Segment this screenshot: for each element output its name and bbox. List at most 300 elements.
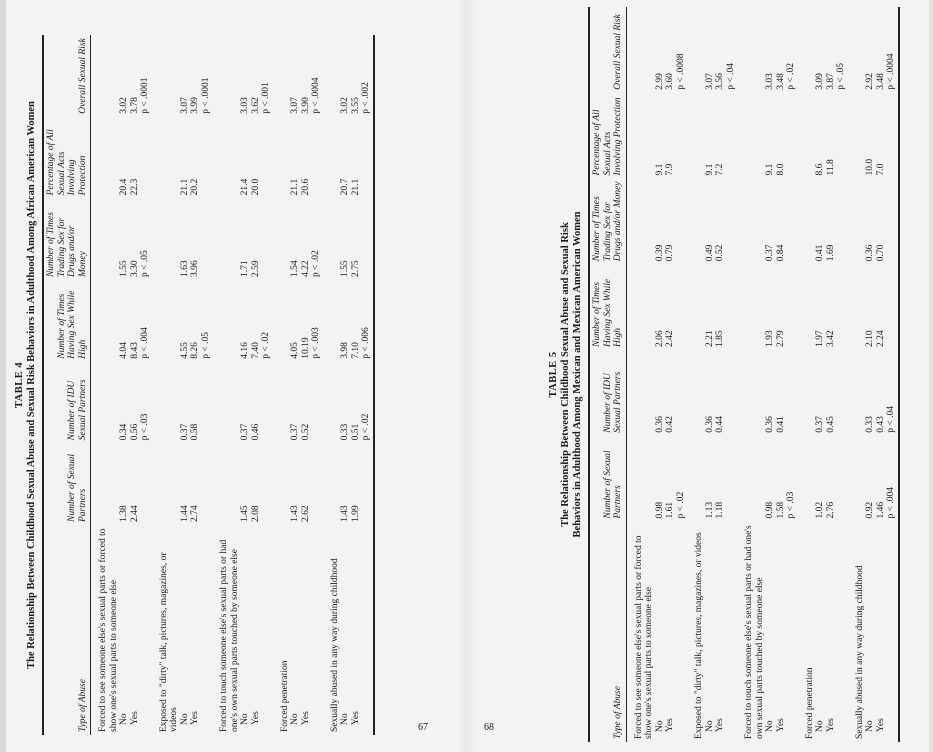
value-cell: 7.10: [350, 342, 361, 359]
table-5: [588, 7, 900, 742]
value-cell: 1.43: [340, 505, 350, 522]
abuse-category-title: Sexually abused in any way during childhood: [854, 565, 865, 739]
empty-cell: [626, 93, 655, 179]
empty-cell: [848, 93, 866, 179]
p-value-cell: [201, 198, 213, 280]
value-cell: 2.75: [350, 260, 361, 278]
table-row: [705, 7, 716, 742]
table-5-body: [626, 7, 899, 742]
empty-cell: [786, 522, 798, 743]
value-cell: 3.48: [775, 73, 786, 90]
value-cell: 1.63: [179, 260, 190, 278]
value-cell: 7.40: [250, 342, 261, 359]
value-cell: 1.97: [815, 330, 825, 347]
empty-cell: [152, 35, 180, 117]
p-value-cell: [786, 264, 798, 350]
row-label: No: [865, 720, 875, 732]
empty-cell: [626, 350, 655, 436]
p-value-row: [786, 7, 798, 742]
value-cell: 1.61: [665, 501, 675, 519]
p-value-cell: p < .006: [361, 327, 371, 359]
row-label: No: [240, 713, 250, 725]
p-value-cell: [361, 117, 374, 199]
value-cell: 20.4: [119, 178, 129, 196]
empty-cell: [687, 350, 705, 436]
value-cell: 3.62: [250, 97, 261, 114]
table-row: [776, 7, 787, 742]
table-row: [351, 35, 362, 735]
p-value-row: [361, 35, 374, 735]
value-cell: 0.58: [190, 423, 200, 441]
empty-cell: [91, 443, 120, 525]
empty-cell: [152, 117, 180, 199]
empty-cell: [737, 350, 765, 436]
p-value-cell: [836, 436, 848, 522]
table-5-header: [589, 7, 626, 742]
abuse-category-row: [91, 35, 120, 735]
p-value-cell: p < .04: [725, 63, 736, 90]
empty-cell: [212, 280, 240, 362]
value-cell: 0.37: [179, 423, 190, 441]
value-cell: 3.48: [875, 73, 886, 90]
abuse-category-row: [687, 7, 705, 742]
empty-cell: [273, 443, 291, 525]
p-value-row: [261, 35, 273, 735]
p-value-cell: p < .004: [140, 327, 150, 359]
value-cell: 0.39: [654, 244, 665, 262]
value-cell: 0.37: [240, 423, 250, 441]
value-cell: 0.98: [654, 501, 665, 519]
table-row: [240, 35, 251, 735]
p-value-cell: p < .02: [786, 63, 796, 90]
p-value-cell: [726, 264, 738, 350]
p-value-cell: p < .02: [311, 250, 321, 278]
value-cell: 9.1: [765, 163, 775, 176]
p-value-cell: [676, 179, 688, 265]
value-cell: 20.6: [300, 178, 311, 196]
empty-cell: [273, 198, 291, 280]
empty-cell: [323, 443, 341, 525]
value-cell: 8.0: [775, 163, 786, 176]
value-cell: 11.8: [825, 159, 836, 176]
value-cell: 3.96: [190, 260, 200, 278]
empty-cell: [212, 443, 240, 525]
value-cell: 3.56: [715, 73, 725, 90]
table-5-title-line-2: Behaviors in Adulthood Among Mexican and Mexican American Women: [572, 211, 583, 538]
value-cell: 9.1: [704, 163, 715, 176]
table-row: [876, 7, 887, 742]
empty-cell: [212, 362, 240, 444]
empty-cell: [212, 198, 240, 280]
value-cell: 1.46: [875, 501, 886, 519]
table-row: [340, 35, 351, 735]
value-cell: 0.36: [765, 416, 775, 433]
row-label: No: [704, 720, 715, 732]
empty-cell: [212, 117, 240, 199]
empty-cell: [687, 7, 705, 93]
empty-cell: [626, 7, 655, 93]
empty-cell: [836, 522, 848, 743]
col-header-type-of-abuse: Type of Abuse: [77, 679, 88, 732]
value-cell: 3.07: [290, 97, 300, 114]
empty-cell: [361, 525, 374, 735]
p-value-cell: p < .0008: [675, 53, 686, 90]
abuse-category-title: Sexually abused in any way during childhood: [329, 558, 340, 732]
value-cell: 1.55: [340, 260, 350, 278]
row-label: No: [119, 713, 129, 725]
value-cell: 0.70: [875, 244, 886, 262]
empty-cell: [626, 179, 655, 265]
col-header-sex-while-high: Number of Times Having Sex While High: [592, 278, 623, 347]
p-value-cell: p < .0004: [311, 77, 321, 114]
value-cell: 0.45: [825, 416, 836, 433]
value-cell: 0.46: [250, 423, 261, 441]
empty-cell: [323, 35, 341, 117]
abuse-category-title: Forced to touch someone else's sexual parts or had one's own sexual parts touched by someone else: [219, 539, 240, 732]
empty-cell: [626, 264, 655, 350]
table-5-block: [498, 7, 933, 742]
empty-cell: [273, 35, 291, 117]
col-header-type-of-abuse: Type of Abuse: [613, 686, 623, 739]
value-cell: 21.4: [240, 178, 250, 196]
row-label: Yes: [715, 718, 725, 732]
empty-cell: [152, 362, 180, 444]
p-value-cell: [726, 93, 738, 179]
p-value-row: [201, 35, 213, 735]
empty-cell: [323, 280, 341, 362]
value-cell: 2.24: [875, 330, 886, 347]
value-cell: 22.3: [129, 178, 140, 196]
abuse-category-row: [323, 35, 341, 735]
value-cell: 3.07: [704, 73, 715, 90]
p-value-cell: [140, 117, 152, 199]
table-row: [180, 35, 191, 735]
value-cell: 0.42: [665, 416, 675, 433]
table-4-header: [43, 35, 91, 735]
empty-cell: [687, 93, 705, 179]
col-header-protection-pct: Percentage of All Sexual Acts Involving Protection: [46, 129, 88, 196]
p-value-cell: p < .004: [886, 487, 896, 519]
table-row: [715, 7, 726, 742]
empty-cell: [737, 93, 765, 179]
p-value-cell: [311, 362, 323, 444]
p-value-cell: [836, 179, 848, 265]
row-label: Yes: [775, 718, 786, 732]
p-value-cell: [311, 117, 323, 199]
value-cell: 1.58: [775, 501, 786, 519]
empty-cell: [273, 280, 291, 362]
value-cell: 3.09: [815, 73, 825, 90]
value-cell: 1.55: [119, 260, 129, 278]
abuse-category-title: Exposed to "dirty" talk, pictures, magazines, or videos: [158, 552, 179, 732]
empty-cell: [737, 179, 765, 265]
value-cell: 2.10: [865, 330, 875, 347]
table-4-caption: [14, 35, 38, 735]
value-cell: 3.03: [240, 97, 250, 114]
row-label: Yes: [825, 718, 836, 732]
value-cell: 3.02: [119, 97, 129, 114]
row-label: Yes: [350, 711, 361, 725]
table-row: [665, 7, 676, 742]
value-cell: 0.56: [129, 423, 140, 441]
p-value-cell: [676, 264, 688, 350]
empty-cell: [798, 7, 816, 93]
table-row: [290, 35, 301, 735]
p-value-cell: [886, 93, 899, 179]
table-4-body: [91, 35, 374, 735]
value-cell: 0.98: [765, 501, 775, 519]
p-value-cell: p < .003: [311, 327, 321, 359]
table-4: [42, 35, 375, 735]
value-cell: 2.99: [654, 73, 665, 90]
p-value-cell: [261, 443, 273, 525]
abuse-category-title: Forced penetration: [804, 667, 815, 739]
abuse-category-title: Forced to see someone else's sexual parts or forced to show one's sexual parts to someone else: [633, 535, 654, 739]
empty-cell: [323, 117, 341, 199]
value-cell: 3.03: [765, 73, 775, 90]
p-value-cell: p < .0001: [140, 77, 150, 114]
empty-cell: [737, 264, 765, 350]
table-row: [765, 7, 776, 742]
value-cell: 0.41: [775, 416, 786, 433]
value-cell: 3.55: [350, 97, 361, 114]
empty-cell: [848, 179, 866, 265]
value-cell: 2.76: [825, 501, 836, 519]
value-cell: 4.55: [179, 342, 190, 359]
p-value-cell: [361, 198, 374, 280]
value-cell: 0.36: [865, 244, 875, 262]
col-header-sex-while-high: Number of Times Having Sex While High: [56, 290, 88, 359]
empty-cell: [848, 264, 866, 350]
empty-cell: [737, 436, 765, 522]
empty-cell: [152, 198, 180, 280]
empty-cell: [687, 264, 705, 350]
value-cell: 4.22: [300, 260, 311, 278]
table-row: [301, 35, 312, 735]
value-cell: 1.02: [815, 501, 825, 519]
p-value-cell: [726, 350, 738, 436]
empty-cell: [91, 35, 120, 117]
row-label: No: [815, 720, 825, 732]
value-cell: 4.05: [290, 342, 300, 359]
empty-cell: [323, 198, 341, 280]
p-value-cell: [786, 350, 798, 436]
value-cell: 2.44: [129, 505, 140, 522]
value-cell: 1.99: [350, 505, 361, 522]
value-cell: 1.85: [715, 330, 725, 347]
row-label: No: [340, 713, 350, 725]
table-row: [119, 35, 130, 735]
value-cell: 8.6: [815, 163, 825, 176]
table-4-block: [14, 35, 454, 735]
table-4-label: TABLE 4: [14, 361, 25, 409]
value-cell: 20.0: [250, 178, 261, 196]
value-cell: 1.13: [704, 501, 715, 519]
p-value-cell: p < .001: [261, 82, 271, 114]
value-cell: 3.99: [190, 97, 200, 114]
empty-cell: [91, 362, 120, 444]
row-label: Yes: [250, 711, 261, 725]
value-cell: 3.07: [179, 97, 190, 114]
value-cell: 1.54: [290, 260, 300, 278]
p-value-cell: [311, 443, 323, 525]
empty-cell: [798, 93, 816, 179]
empty-cell: [273, 362, 291, 444]
value-cell: 0.37: [765, 244, 775, 262]
p-value-cell: p < .0001: [200, 77, 211, 114]
abuse-category-row: [273, 35, 291, 735]
empty-cell: [201, 525, 213, 735]
value-cell: 0.52: [300, 423, 311, 441]
empty-cell: [261, 525, 273, 735]
p-value-cell: [836, 93, 848, 179]
table-row: [251, 35, 262, 735]
p-value-cell: p < .05: [200, 331, 211, 359]
value-cell: 20.2: [190, 178, 200, 196]
value-cell: 0.44: [715, 416, 725, 433]
table-row: [130, 35, 141, 735]
p-value-cell: [676, 93, 688, 179]
p-value-cell: p < .03: [786, 491, 796, 519]
col-header-protection-pct: Percentage of All Sexual Acts Involving Protection: [592, 97, 623, 176]
value-cell: 21.1: [290, 178, 300, 196]
p-value-cell: p < .05: [836, 63, 846, 90]
empty-cell: [687, 179, 705, 265]
value-cell: 21.1: [179, 178, 190, 196]
col-header-sexual-partners: Number of Sexual Partners: [67, 453, 88, 522]
value-cell: 1.38: [119, 505, 129, 522]
p-value-cell: [886, 264, 899, 350]
value-cell: 8.43: [129, 342, 140, 359]
value-cell: 7.9: [665, 163, 675, 176]
value-cell: 8.26: [190, 342, 200, 359]
p-value-cell: p < .002: [361, 82, 371, 114]
value-cell: 10.19: [300, 337, 311, 359]
empty-cell: [152, 443, 180, 525]
value-cell: 0.34: [119, 423, 129, 441]
value-cell: 0.36: [654, 416, 665, 433]
empty-cell: [798, 350, 816, 436]
abuse-category-row: [848, 7, 866, 742]
p-value-row: [886, 7, 899, 742]
row-label: Yes: [190, 711, 200, 725]
value-cell: 0.49: [704, 244, 715, 262]
value-cell: 3.42: [825, 330, 836, 347]
value-cell: 1.45: [240, 505, 250, 522]
abuse-category-title: Forced to touch someone else's sexual parts or had one's own sexual parts touched by someone else: [744, 525, 765, 739]
col-header-overall-risk: Overall Sexual Risk: [77, 38, 88, 114]
value-cell: 3.02: [340, 97, 350, 114]
table-4-title: The Relationship Between Childhood Sexual Abuse and Sexual Risk Behaviors in Adulthood Among African American Women: [26, 101, 37, 669]
value-cell: 4.16: [240, 342, 250, 359]
p-value-cell: p < .04: [886, 406, 896, 433]
value-cell: 2.06: [654, 330, 665, 347]
value-cell: 1.44: [179, 505, 190, 522]
p-value-row: [726, 7, 738, 742]
p-value-cell: [261, 362, 273, 444]
abuse-category-title: Forced penetration: [279, 660, 290, 732]
p-value-cell: [261, 198, 273, 280]
p-value-row: [140, 35, 152, 735]
p-value-cell: [261, 117, 273, 199]
value-cell: 0.33: [865, 416, 875, 433]
empty-cell: [737, 7, 765, 93]
table-row: [815, 7, 826, 742]
p-value-row: [311, 35, 323, 735]
value-cell: 0.36: [704, 416, 715, 433]
p-value-cell: [201, 362, 213, 444]
p-value-cell: [140, 443, 152, 525]
col-header-sexual-partners: Number of Sexual Partners: [602, 450, 623, 519]
p-value-cell: [836, 264, 848, 350]
value-cell: 2.21: [704, 330, 715, 347]
empty-cell: [886, 522, 899, 743]
abuse-category-row: [152, 35, 180, 735]
p-value-cell: [676, 350, 688, 436]
page-number-left: 67: [418, 722, 428, 733]
empty-cell: [273, 117, 291, 199]
abuse-category-row: [626, 7, 655, 742]
table-5-caption: [548, 7, 584, 742]
value-cell: 10.0: [865, 158, 875, 176]
p-value-cell: p < .02: [675, 491, 686, 519]
value-cell: 3.30: [129, 260, 140, 278]
empty-cell: [848, 436, 866, 522]
col-header-idu-partners: Number of IDU Sexual Partners: [67, 379, 88, 441]
abuse-category-row: [212, 35, 240, 735]
empty-cell: [848, 350, 866, 436]
value-cell: 1.43: [290, 505, 300, 522]
value-cell: 3.98: [340, 342, 350, 359]
abuse-category-row: [798, 7, 816, 742]
empty-cell: [140, 525, 152, 735]
row-label: No: [765, 720, 775, 732]
p-value-cell: [201, 443, 213, 525]
table-row: [190, 35, 201, 735]
empty-cell: [212, 35, 240, 117]
table-5-title-line-1: The Relationship Between Childhood Sexual Abuse and Sexual Risk: [560, 222, 571, 527]
row-label: Yes: [875, 718, 886, 732]
value-cell: 0.37: [290, 423, 300, 441]
p-value-cell: [886, 179, 899, 265]
p-value-cell: [786, 179, 798, 265]
value-cell: 2.92: [865, 73, 875, 90]
value-cell: 0.37: [815, 416, 825, 433]
value-cell: 20.7: [340, 178, 350, 196]
value-cell: 0.41: [815, 244, 825, 262]
row-label: No: [654, 720, 665, 732]
empty-cell: [798, 436, 816, 522]
col-header-overall-risk: Overall Sexual Risk: [613, 14, 623, 90]
table-row: [655, 7, 666, 742]
value-cell: 7.0: [875, 163, 886, 176]
scan-edge-left: [0, 0, 6, 752]
p-value-cell: p < .05: [140, 250, 150, 278]
row-label: Yes: [300, 711, 311, 725]
p-value-cell: [836, 350, 848, 436]
p-value-row: [836, 7, 848, 742]
p-value-cell: p < .02: [361, 413, 371, 441]
table-row: [826, 7, 837, 742]
value-cell: 2.74: [190, 505, 200, 522]
col-header-trading-sex: Number of Times Trading Sex for Drugs and/or Money: [592, 181, 623, 262]
value-cell: 1.71: [240, 260, 250, 278]
value-cell: 1.69: [825, 244, 836, 262]
empty-cell: [676, 522, 688, 743]
empty-cell: [311, 525, 323, 735]
table-5-label: TABLE 5: [548, 351, 559, 398]
empty-cell: [687, 436, 705, 522]
